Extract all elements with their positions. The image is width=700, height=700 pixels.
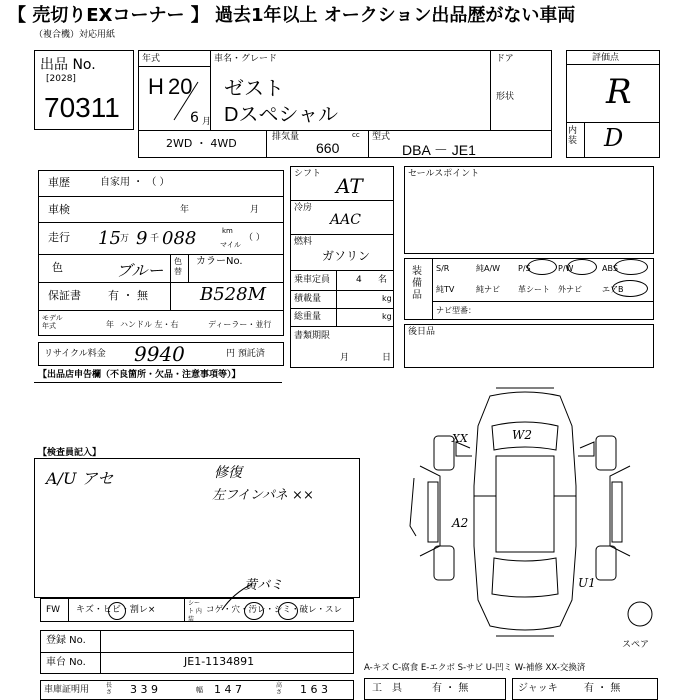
diagram-mark-xx: XX	[452, 432, 468, 445]
score-value: R	[606, 72, 632, 112]
displacement-value: 660	[316, 140, 340, 156]
mileage-man-unit: 万	[120, 234, 130, 244]
capacity-value: 4	[356, 275, 362, 285]
after-label: 後日品	[408, 327, 436, 337]
seller-report-label: 【出品店申告欄（不良箇所・欠品・注意事項等）】	[38, 370, 241, 380]
spare-label: スペア	[622, 640, 650, 650]
registration-label: 登録 No.	[46, 635, 86, 646]
diagram-mark-a2: A2	[452, 516, 469, 530]
history-box	[38, 170, 284, 336]
inspection-month: 月	[250, 205, 260, 215]
year-month: 6	[190, 110, 199, 126]
warranty-label: 保証書	[48, 289, 81, 302]
inspector-note-2: 修復	[214, 465, 242, 481]
lot-number: 70311	[44, 92, 120, 123]
name-label: 車名・グレード	[214, 54, 278, 64]
seat-circle-1	[244, 602, 264, 620]
fw-circle	[108, 602, 126, 620]
seat-items: コゲ・穴・汚レ・シミ・破レ・スレ	[206, 605, 343, 615]
dealer-label: ディーラー・並行	[208, 320, 272, 329]
lot-stamp: [2028]	[46, 74, 76, 84]
height-label: 高さ	[276, 682, 283, 696]
interior-value: D	[604, 124, 624, 152]
diagram-mark-u1: U1	[578, 576, 596, 590]
page-title: 【 売切りEXコーナー 】 過去1年以上 オークション出品歴がない車両	[8, 5, 576, 26]
year-era: H	[148, 74, 164, 99]
displacement-label: 排気量	[272, 132, 300, 142]
score-label: 評価点	[592, 53, 620, 63]
load-unit: kg	[382, 294, 392, 303]
inspector-label: 【検査員記入】	[38, 448, 102, 458]
jack-value: 有 ・ 無	[584, 683, 621, 694]
mileage-sen: 9	[136, 228, 148, 249]
mileage-rest: 088	[162, 228, 197, 249]
fw-items: キズ・ヒビ・割レ×	[76, 605, 156, 615]
fuel-label: 燃料	[294, 237, 313, 247]
equipment-item: P/W	[558, 264, 574, 273]
handle-label: ハンドル 左・右	[120, 320, 179, 329]
equipment-item: 外ナビ	[558, 285, 582, 294]
after-box	[404, 324, 654, 368]
equipment-item: ABS	[602, 264, 618, 273]
mileage-man: 15	[98, 228, 121, 249]
load-label: 積載量	[294, 294, 322, 304]
recycle-value: 9940	[134, 342, 185, 366]
equipment-item: 革シート	[518, 285, 550, 294]
drive-type: 2WD ・ 4WD	[166, 137, 237, 150]
year-value: 20	[168, 74, 193, 99]
fw-label: FW	[46, 605, 61, 615]
color-no-value: B528M	[200, 284, 267, 305]
equipment-item: エアB	[602, 285, 624, 294]
lot-label: 出品 No.	[40, 57, 96, 73]
width-value: 1 4 7	[214, 683, 242, 696]
weight-label: 総重量	[294, 312, 322, 322]
equipment-item: 純TV	[436, 285, 455, 294]
vehicle-grade: Dスペシャル	[224, 104, 339, 126]
shift-label: シフト	[294, 169, 322, 179]
year-label: 年式	[142, 54, 161, 64]
diagram-mark-w2: W2	[512, 428, 532, 442]
warranty-value: 有 ・ 無	[108, 289, 148, 302]
ac-value: AAC	[330, 212, 361, 228]
model-label: 型式	[372, 132, 391, 142]
mileage-paren: （ ）	[244, 233, 265, 243]
docs-month: 月	[340, 353, 350, 363]
length-label: 長さ	[106, 682, 113, 696]
color-change-label: 色替	[174, 257, 182, 276]
width-label: 幅	[196, 686, 203, 694]
equip-circle-airbag	[612, 280, 648, 297]
seat-label: シート 内装	[188, 600, 202, 623]
equipment-item: 純ナビ	[476, 285, 500, 294]
recycle-label: リサイクル料金	[44, 349, 106, 359]
body-label: 形状	[496, 92, 515, 102]
sales-box	[404, 166, 654, 254]
fuel-value: ガソリン	[322, 249, 371, 263]
ac-label: 冷房	[294, 203, 313, 213]
equipment-item: P/S	[518, 264, 531, 273]
tools-value: 有 ・ 無	[432, 683, 469, 694]
color-label: 色	[52, 261, 63, 274]
year-month-unit: 月	[202, 117, 212, 127]
km-unit: km	[222, 227, 233, 235]
length-value: 3 3 9	[130, 683, 158, 696]
chassis-value: JE1-1134891	[184, 655, 255, 668]
model-year-label: モデル年式	[42, 314, 63, 330]
capacity-unit: 名	[378, 275, 388, 285]
car-diagram	[400, 386, 660, 648]
height-value: 1 6 3	[300, 683, 328, 696]
equip-circle-abs	[614, 259, 648, 275]
model-value: DBA － JE1	[402, 142, 476, 158]
equipment-label: 装備品	[412, 266, 422, 301]
dimensions-label: 車庫証明用	[44, 685, 90, 695]
form-subtitle: （複合機）対応用紙	[34, 30, 116, 40]
damage-legend: A-キズ C-腐食 E-エクボ S-サビ U-凹ミ W-補修 XX-交換済	[364, 663, 586, 673]
recycle-unit: 円 預託済	[226, 349, 265, 359]
inspection-label: 車検	[48, 203, 70, 216]
shift-value: AT	[336, 174, 363, 198]
usage-value: 自家用 ・ （ ）	[100, 177, 170, 188]
interior-label: 内装	[568, 126, 578, 146]
tools-label: 工 具	[372, 683, 402, 694]
equip-circle-ps	[527, 259, 557, 275]
docs-day: 日	[382, 353, 392, 363]
nav-label: ナビ型番：	[436, 306, 476, 315]
equip-circle-pw	[567, 259, 597, 275]
sales-label: セールスポイント	[408, 169, 480, 179]
mile-unit: マイル	[220, 241, 241, 249]
color-no-label: カラーNo.	[196, 256, 243, 267]
equipment-item: 純A/W	[476, 264, 501, 273]
inspector-note-3: 左フインパネ ××	[212, 488, 314, 503]
jack-label: ジャッキ	[518, 683, 558, 694]
chassis-label: 車台 No.	[46, 657, 86, 668]
docs-label: 書類期限	[294, 331, 331, 341]
weight-unit: kg	[382, 312, 392, 321]
inspector-note-1: A/U アセ	[46, 469, 114, 488]
model-year-unit: 年	[106, 320, 114, 329]
mileage-sen-unit: 千	[150, 234, 160, 244]
capacity-label: 乗車定員	[294, 275, 331, 285]
mileage-label: 走行	[48, 231, 70, 244]
inspection-year: 年	[180, 205, 190, 215]
inspector-note-4: 黄バミ	[244, 578, 284, 593]
equipment-item: S/R	[436, 264, 450, 273]
color-value: ブルー	[116, 261, 164, 280]
usage-label: 車歴	[48, 176, 70, 189]
door-label: ドア	[496, 54, 514, 64]
seat-circle-2	[278, 602, 298, 620]
vehicle-name: ゼスト	[224, 78, 284, 100]
displacement-unit: cc	[352, 131, 360, 139]
